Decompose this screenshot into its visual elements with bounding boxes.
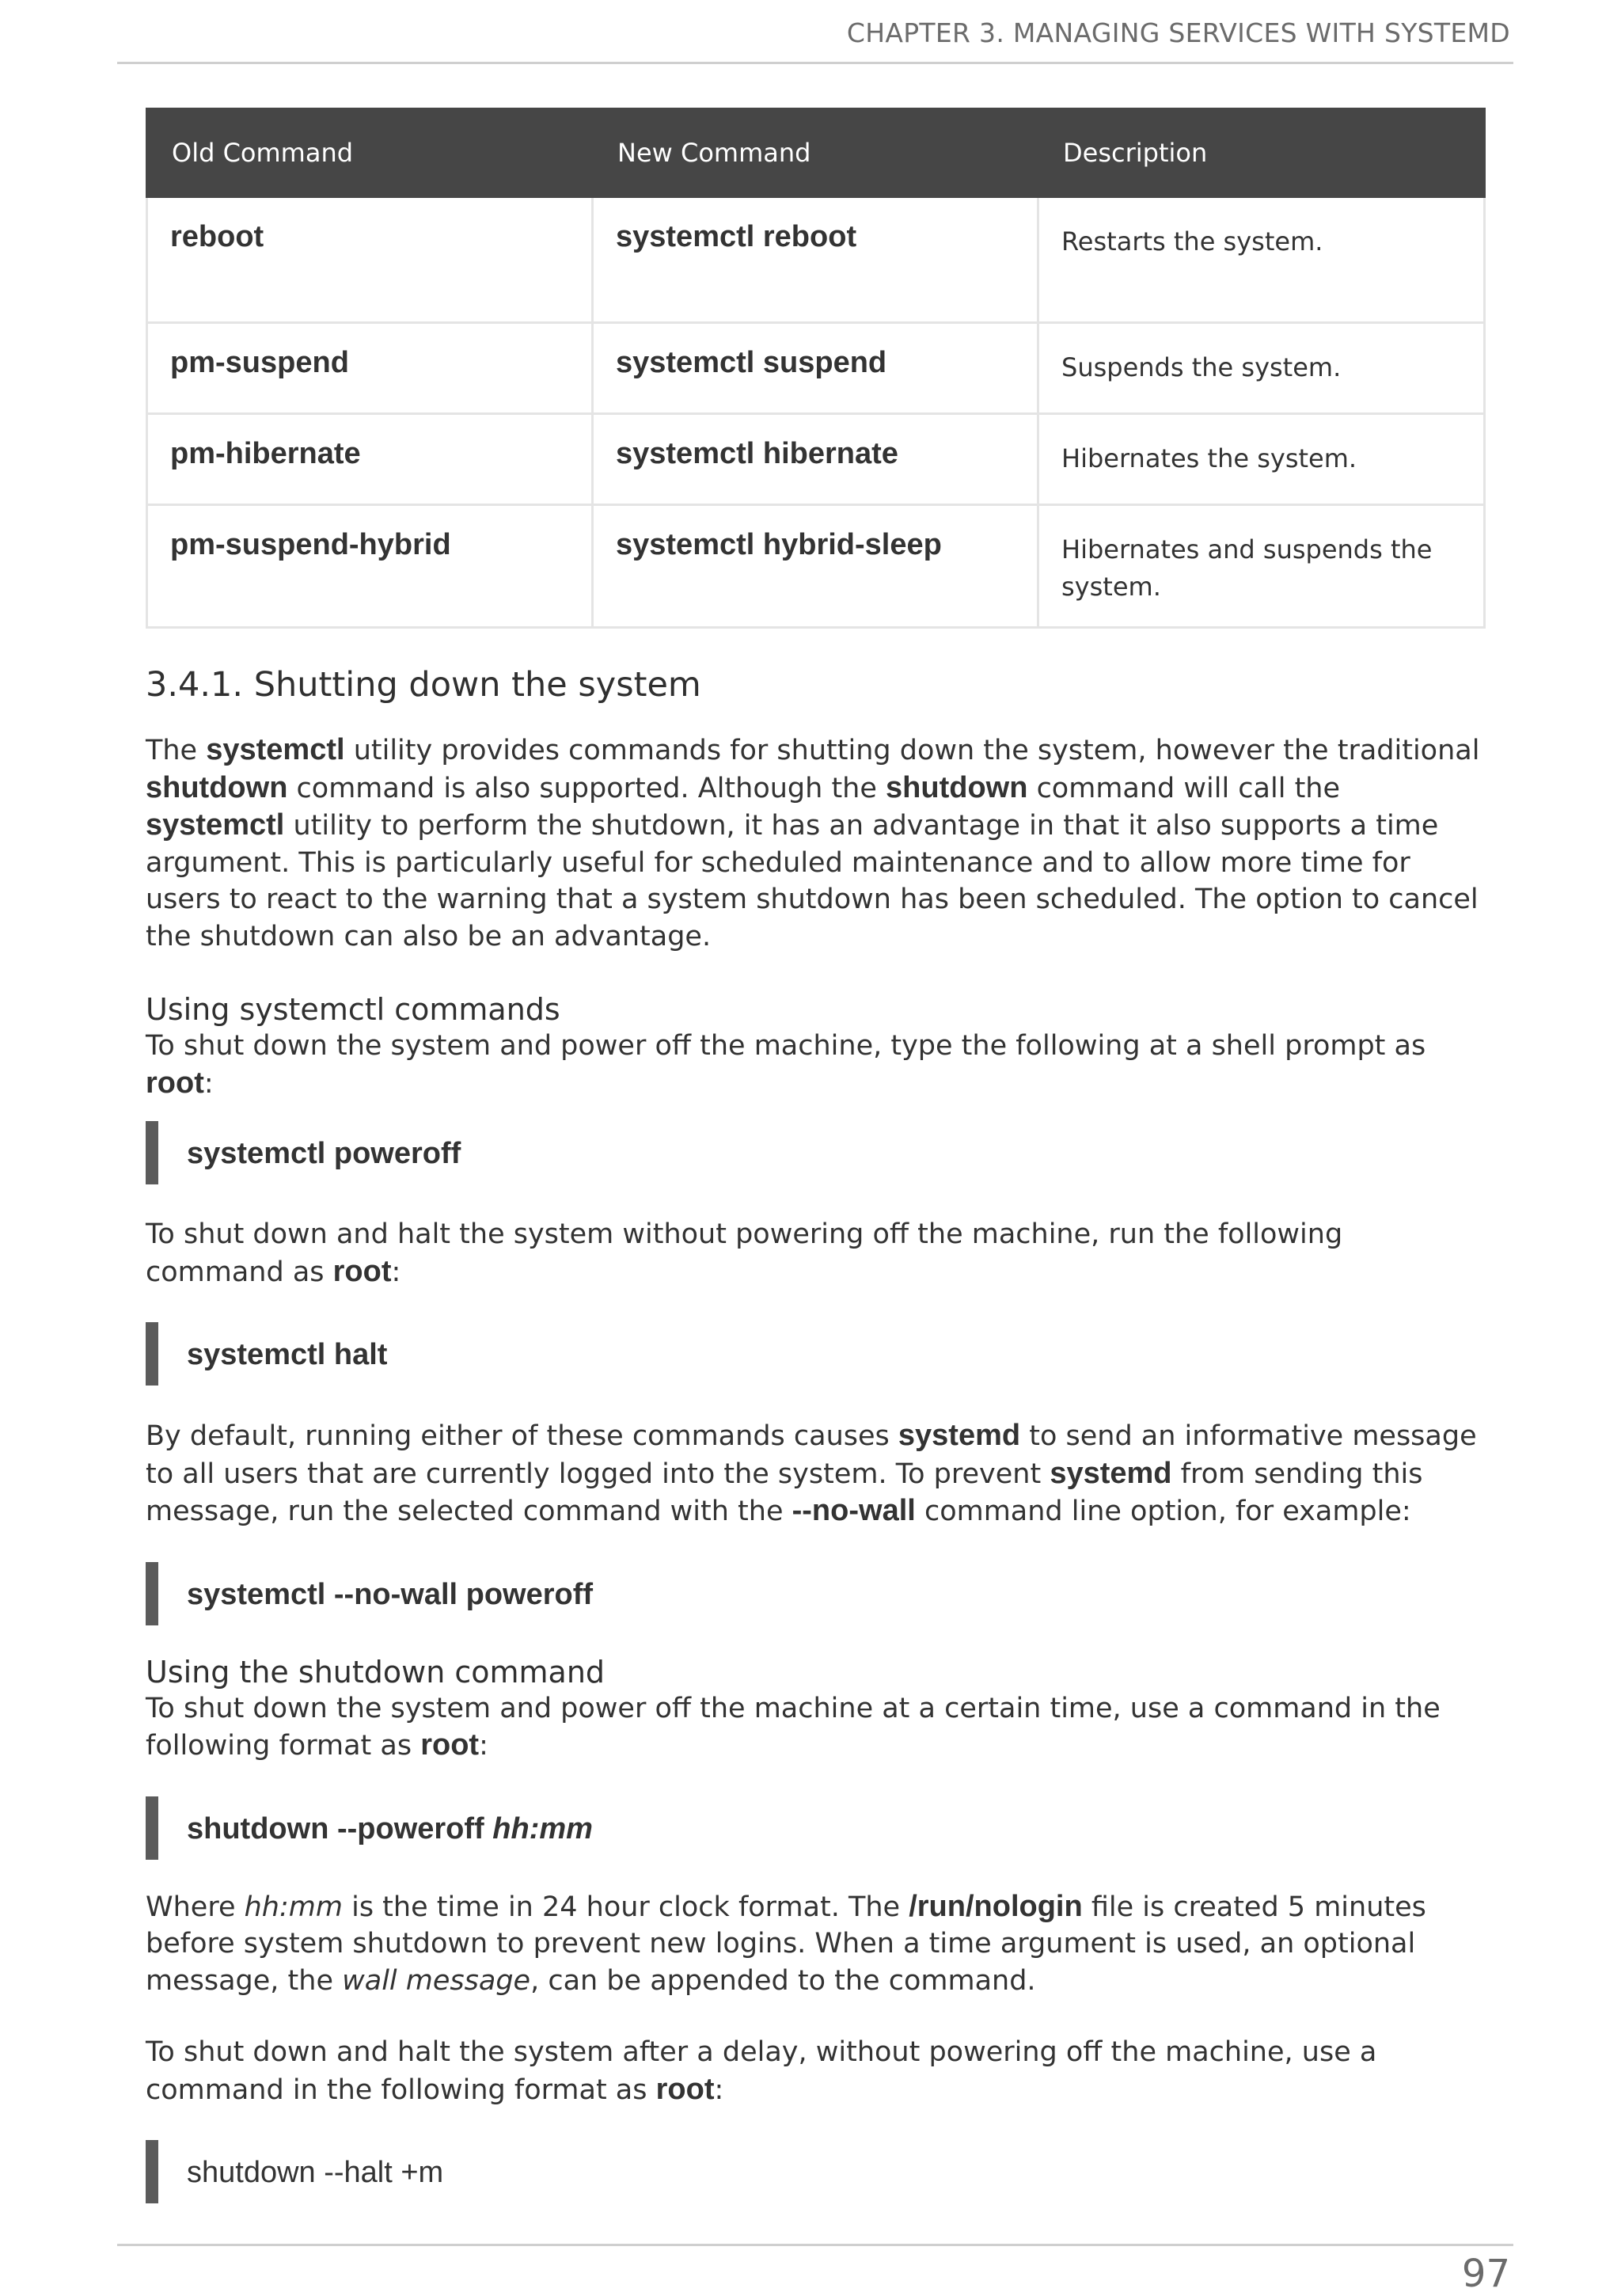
code-block-bar [146, 1121, 158, 1184]
column-header-description: Description [1038, 109, 1485, 197]
halt-paragraph [146, 1216, 1483, 1291]
new-command-cell: systemctl hybrid-sleep [593, 505, 1038, 628]
new-command-cell: systemctl reboot [593, 197, 1038, 323]
section-content [146, 665, 1483, 2203]
code-block-bar [146, 1562, 158, 1625]
subheading-shutdown: Using the shutdown command [146, 1654, 606, 1690]
text-run: To shut down the system and power off the machine at a certain time, use a command in the following format as [146, 1692, 1441, 1762]
text-run: command will call the [1027, 772, 1341, 804]
text-run: , can be appended to the command. [530, 1964, 1036, 1997]
code-block-bar [146, 2140, 158, 2203]
emphasis: wall message [342, 1964, 531, 1997]
description-cell: Hibernates and suspends the system. [1038, 505, 1485, 628]
file-path: /run/nologin [909, 1889, 1083, 1923]
command-name: shutdown [886, 770, 1028, 804]
table-row [147, 505, 1485, 628]
footer-rule [117, 2244, 1513, 2246]
code-block-bar [146, 1322, 158, 1386]
code-text: systemctl poweroff [187, 1137, 461, 1170]
text-run: to send an informative message to all users that are currently logged into the system. To prevent [146, 1420, 1477, 1490]
new-command-cell: systemctl hibernate [593, 414, 1038, 505]
text-run: Where [146, 1891, 245, 1923]
table-row [147, 323, 1485, 414]
emphasis: hh:mm [244, 1891, 343, 1923]
text-run: : [391, 1256, 401, 1288]
code-text: shutdown --halt +m [187, 2156, 444, 2189]
where-paragraph [146, 1888, 1483, 2000]
text-run: By default, running either of these commands causes [146, 1420, 898, 1452]
description-cell: Hibernates the system. [1038, 414, 1485, 505]
text-run: : [714, 2074, 724, 2106]
text-run: To shut down and halt the system without powering off the machine, run the following command as [146, 1218, 1343, 1288]
command-name: systemd [1050, 1456, 1172, 1490]
code-block-no-wall [146, 1562, 1483, 1625]
text-run: The [146, 735, 207, 766]
user-name: root [332, 1254, 392, 1288]
command-name: systemctl [146, 808, 285, 842]
old-command-cell: reboot [147, 197, 593, 323]
old-command-cell: pm-hibernate [147, 414, 593, 505]
code-block-timed-poweroff [146, 1796, 1483, 1860]
text-run: To shut down and halt the system after a delay, without powering off the machine, use a command in the following format as [146, 2036, 1377, 2106]
timed-shutdown-paragraph [146, 1690, 1483, 1765]
code-text: systemctl halt [187, 1338, 388, 1371]
running-header: CHAPTER 3. MANAGING SERVICES WITH SYSTEMD [846, 17, 1510, 48]
text-run: utility provides commands for shutting down the system, however the traditional [344, 735, 1480, 766]
text-run: command line option, for example: [915, 1496, 1411, 1527]
new-command-cell: systemctl suspend [593, 323, 1038, 414]
page-number: 97 [1461, 2252, 1510, 2296]
text-run: utility to perform the shutdown, it has an advantage in that it also supports a time argument. This is particularly useful for scheduled maintenance and to allow more time for users to react to the warning that a system shutdown has been scheduled. The option to cancel the shutdown can also be an advantage. [146, 810, 1479, 952]
text-run: command is also supported. Although the [287, 772, 886, 804]
intro-paragraph [146, 732, 1483, 955]
text-run: file is created 5 minutes before system shutdown to prevent new logins. When a time argument is used, an optional message, the [146, 1891, 1426, 1997]
code-text [187, 1812, 593, 1846]
code-argument: hh:mm [492, 1811, 593, 1846]
table-row [147, 414, 1485, 505]
header-rule [117, 62, 1513, 64]
table-header-row [147, 109, 1485, 197]
table-row [147, 197, 1485, 323]
command-name: systemctl [206, 733, 345, 766]
code-block-halt [146, 1322, 1483, 1386]
poweroff-paragraph [146, 1028, 1483, 1102]
description-cell: Suspends the system. [1038, 323, 1485, 414]
old-command-cell: pm-suspend [147, 323, 593, 414]
no-wall-paragraph [146, 1417, 1483, 1530]
subheading-systemctl: Using systemctl commands [146, 992, 560, 1027]
text-run: from sending this message, run the selected command with the [146, 1458, 1423, 1527]
code-block-delay-halt [146, 2140, 1483, 2203]
text-run: : [479, 1730, 488, 1762]
user-name: root [146, 1066, 204, 1100]
text-run: : [203, 1067, 214, 1100]
code-text: systemctl --no-wall poweroff [187, 1577, 594, 1611]
text-run: To shut down the system and power off the machine, type the following at a shell prompt as [146, 1030, 1426, 1062]
delay-paragraph [146, 2034, 1483, 2108]
code-block-bar [146, 1796, 158, 1860]
code-command: shutdown --poweroff [187, 1811, 493, 1846]
old-command-cell: pm-suspend-hybrid [147, 505, 593, 628]
command-table [146, 108, 1486, 629]
description-cell: Restarts the system. [1038, 197, 1485, 323]
option-name: --no-wall [792, 1494, 916, 1527]
section-title: 3.4.1. Shutting down the system [146, 665, 701, 705]
column-header-new: New Command [593, 109, 1038, 197]
user-name: root [655, 2072, 715, 2106]
command-name: systemd [898, 1419, 1021, 1452]
text-run: is the time in 24 hour clock format. The [342, 1891, 909, 1923]
code-block-poweroff [146, 1121, 1483, 1184]
column-header-old: Old Command [147, 109, 593, 197]
command-name: shutdown [146, 770, 288, 804]
user-name: root [420, 1728, 480, 1762]
